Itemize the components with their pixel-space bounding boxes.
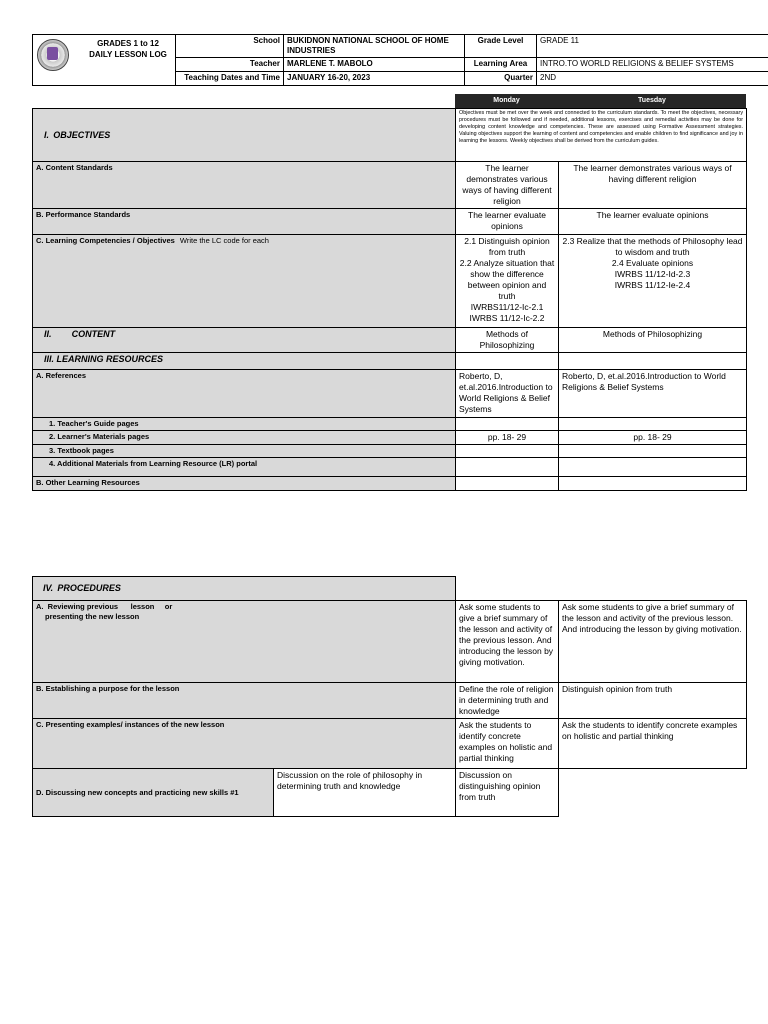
school-value: BUKIDNON NATIONAL SCHOOL OF HOME INDUSTRIES [284,35,465,58]
performance-standards-monday: The learner evaluate opinions [456,209,559,235]
content-label: II. CONTENT [33,328,456,353]
discussing-monday: Discussion on distinguishing opinion from truth [456,769,559,817]
objectives-note: Objectives must be met over the week and connected to the curriculum standards. To meet the objectives, necessary procedures must be followed and if needed, additional lessons, exercises and remedial activities may be done for developing content knowledge and competencies. These are assessed using Formative Assessment strategies. Valuing objectives support the learning of content and competencies and enable children to find significance and joy in learning the lessons. Weekly objectives shall be derived from the curriculum guides. [456,109,747,162]
area-label: Learning Area [465,58,537,72]
content-standards-tuesday: The learner demonstrates various ways of having different religion [559,162,747,209]
references-tuesday: Roberto, D, et.al.2016.Introduction to World Religions & Belief Systems [559,370,747,418]
grade-label: Grade Level [465,35,537,58]
teacher-label: Teacher [176,58,284,72]
learners-materials-tuesday: pp. 18- 29 [559,431,747,445]
content-standards-label: A. Content Standards [33,162,456,209]
additional-materials-tuesday [559,458,747,477]
dates-label: Teaching Dates and Time [176,72,284,86]
title-line2: DAILY LESSON LOG [89,50,167,59]
other-resources-label: B. Other Learning Resources [33,477,456,491]
discussing-label: D. Discussing new concepts and practicing new skills #1 [33,769,274,817]
examples-monday: Ask the students to identify concrete examples on holistic and partial thinking [456,719,559,769]
deped-seal-icon [37,39,69,71]
title-line1: GRADES 1 to 12 [97,39,159,48]
procedures-table [32,600,747,817]
lesson-table-1 [32,108,747,491]
learners-materials-monday: pp. 18- 29 [456,431,559,445]
content-monday: Methods of Philosophizing [456,328,559,353]
references-label: A. References [33,370,456,418]
dates-value: JANUARY 16-20, 2023 [284,72,465,86]
competencies-tuesday: 2.3 Realize that the methods of Philosophy lead to wisdom and truth 2.4 Evaluate opinions IWRBS 11/12-Id-2.3 IWRBS 11/12-Ie-2.4 [559,235,747,328]
learning-resources-label: III. LEARNING RESOURCES [33,353,456,370]
purpose-monday: Define the role of religion in determining truth and knowledge [456,683,559,719]
procedures-header: IV. PROCEDURES [32,576,456,600]
textbook-pages-tuesday [559,445,747,458]
performance-standards-tuesday: The learner evaluate opinions [559,209,747,235]
textbook-pages-monday [456,445,559,458]
area-value: INTRO.TO WORLD RELIGIONS & BELIEF SYSTEMS [537,58,768,72]
discussing-tuesday [559,769,747,817]
teachers-guide-monday [456,418,559,431]
content-tuesday: Methods of Philosophizing [559,328,747,353]
grade-value: GRADE 11 [537,35,768,58]
teachers-guide-tuesday [559,418,747,431]
purpose-tuesday: Distinguish opinion from truth [559,683,747,719]
header-table [32,34,768,86]
competencies-label: C. Learning Competencies / Objectives Write the LC code for each [33,235,456,328]
content-standards-monday: The learner demonstrates various ways of having different religion [456,162,559,209]
objectives-label: I. OBJECTIVES [33,109,456,162]
additional-materials-label: 4. Additional Materials from Learning Resource (LR) portal [33,458,456,477]
performance-standards-label: B. Performance Standards [33,209,456,235]
examples-label: C. Presenting examples/ instances of the new lesson [33,719,456,769]
learning-resources-monday [456,353,559,370]
quarter-label: Quarter [465,72,537,86]
teachers-guide-label: 1. Teacher's Guide pages [33,418,456,431]
examples-tuesday: Ask the students to identify concrete examples on holistic and partial thinking [559,719,747,769]
title-cell [33,35,176,86]
learning-resources-tuesday [559,353,747,370]
competencies-monday: 2.1 Distinguish opinion from truth 2.2 Analyze situation that show the difference between opinion and truth IWRBS11/12-Ic-2.1 IWRBS 11/12-Ic-2.2 [456,235,559,328]
monday-header: Monday [455,94,558,108]
teacher-value: MARLENE T. MABOLO [284,58,465,72]
school-label: School [176,35,284,58]
discussing-extra: Discussion on the role of philosophy in determining truth and knowledge [274,769,456,817]
reviewing-tuesday: Ask some students to give a brief summary of the lesson and activity of the previous lesson. And introducing the lesson by giving motivation. [559,601,747,683]
references-monday: Roberto, D, et.al.2016.Introduction to World Religions & Belief Systems [456,370,559,418]
textbook-pages-label: 3. Textbook pages [33,445,456,458]
tuesday-header: Tuesday [558,94,746,108]
other-resources-tuesday [559,477,747,491]
learners-materials-label: 2. Learner's Materials pages [33,431,456,445]
additional-materials-monday [456,458,559,477]
other-resources-monday [456,477,559,491]
purpose-label: B. Establishing a purpose for the lesson [33,683,456,719]
reviewing-monday: Ask some students to give a brief summary of the lesson and activity of the previous lesson. And introducing the lesson by giving motivation. [456,601,559,683]
log-title [75,38,181,60]
quarter-value: 2ND [537,72,768,86]
reviewing-label: A. Reviewing previous lesson or presenting the new lesson [33,601,456,683]
